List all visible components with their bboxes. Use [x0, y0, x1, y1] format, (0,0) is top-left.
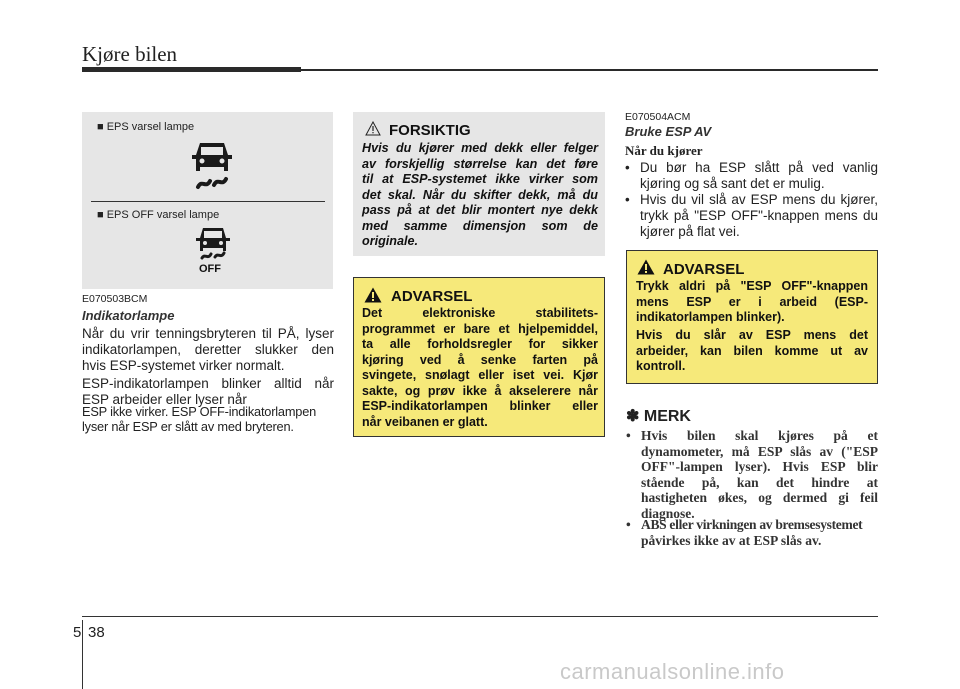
section-heading-right: Bruke ESP AV: [625, 124, 712, 139]
right-bullet-2: • Hvis du vil slå av ESP mens du kjører, trykk på "ESP OFF"-knappen mens du kjører på flat vei.: [625, 192, 878, 239]
figure-divider: [91, 201, 325, 202]
watermark: carmanualsonline.info: [560, 659, 785, 684]
car-skid-icon: [188, 139, 236, 193]
caution-triangle-icon: [365, 121, 381, 136]
right-subheading: Når du kjører: [625, 143, 703, 158]
warning-text-middle: Det elektroniske stabilitets- programmet er bare et hjelpemiddel, ta alle forholdsregler for sikker kjøring ved å senke farten på svingete, snølagt eller iset vei. Kjør sakte, og prøv ikke å akselerere når ESP-indikatorlampen blinker eller når veibanen er glatt.: [362, 306, 598, 429]
warning-text-right-2: Hvis du slår av ESP mens det arbeider, kan bilen komme ut av kontroll.: [636, 328, 868, 373]
car-skid-off-icon: [193, 226, 233, 260]
warning-triangle-icon: [637, 259, 655, 275]
caution-title: FORSIKTIG: [389, 122, 471, 139]
note-item-2: • ABS eller virkningen av bremsesystemet påvirkes ikke av at ESP slås av.: [626, 517, 863, 548]
warning-triangle-icon: [364, 287, 382, 303]
note-symbol-icon: ✽: [626, 408, 640, 425]
footer-rule: [82, 616, 878, 617]
warning-title-right: ADVARSEL: [663, 261, 745, 278]
section-code-left: E070503BCM: [82, 293, 148, 305]
warning-title-middle: ADVARSEL: [391, 288, 473, 305]
chapter-number: 5: [73, 624, 82, 641]
left-paragraph-1: Når du vrir tenningsbryteren til PÅ, lyser indikatorlampen, deretter slukker den hvis ESP-systemet virker normalt.: [82, 326, 334, 373]
page-number: 38: [88, 624, 105, 641]
note-item-1: • Hvis bilen skal kjøres på et dynamometer, må ESP slås av ("ESP OFF"-lampen lyser). Hvis ESP blir stående på, kan det hindre at hastigheten økes, og dermed gi feil diagnose.: [626, 428, 878, 521]
header-rule: [301, 69, 878, 71]
caution-text: Hvis du kjører med dekk eller felger av forskjellig størrelse kan det føre til at ESP-systemet ikke virker som det skal. Når du skifter dekk, må du pass på at det blir montert nye dekk med samme dimensjon som de originale.: [362, 141, 598, 248]
left-paragraph-2: ESP-indikatorlampen blinker alltid når ESP arbeider eller lyser når: [82, 376, 334, 407]
section-heading-left: Indikatorlampe: [82, 308, 175, 323]
figure-label-1: ■ EPS varsel lampe: [97, 121, 195, 133]
right-bullet-1: • Du bør ha ESP slått på ved vanlig kjøring og så sant det er mulig.: [625, 160, 878, 191]
figure-label-2: ■ EPS OFF varsel lampe: [97, 209, 220, 221]
warning-text-right-1: Trykk aldri på "ESP OFF"-knappen mens ESP er i arbeid (ESP- indikatorlampen blinker).: [636, 279, 868, 324]
note-heading: ✽ MERK: [626, 408, 691, 425]
section-code-right: E070504ACM: [625, 111, 691, 123]
off-label: OFF: [199, 263, 221, 275]
page-title: Kjøre bilen: [82, 42, 178, 66]
left-paragraph-3: ESP ikke virker. ESP OFF-indikatorlampen lyser når ESP er slått av med bryteren.: [82, 404, 317, 434]
header-bar: [82, 67, 301, 72]
footer-vertical-rule: [82, 620, 83, 689]
